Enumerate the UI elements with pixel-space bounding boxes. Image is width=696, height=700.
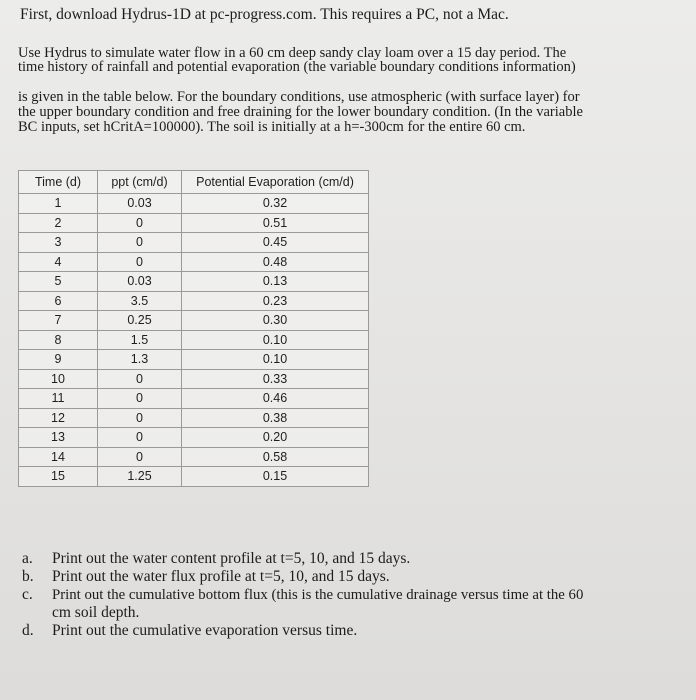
cell-potential-evaporation: 0.33 bbox=[182, 369, 369, 389]
questions-list bbox=[22, 550, 696, 640]
cell-potential-evaporation: 0.15 bbox=[182, 467, 369, 487]
table-row bbox=[19, 428, 369, 448]
cell-potential-evaporation: 0.10 bbox=[182, 330, 369, 350]
paragraph-line: time history of rainfall and potential evaporation (the variable boundary conditions information) bbox=[18, 59, 576, 75]
cell-ppt: 0 bbox=[98, 213, 182, 233]
question-marker: a. bbox=[22, 550, 33, 567]
question-marker: b. bbox=[22, 568, 34, 585]
cell-ppt: 0 bbox=[98, 252, 182, 272]
cell-ppt: 0 bbox=[98, 233, 182, 253]
paragraph-line: Use Hydrus to simulate water flow in a 60 cm deep sandy clay loam over a 15 day period. The bbox=[18, 45, 567, 61]
cell-potential-evaporation: 0.13 bbox=[182, 272, 369, 292]
table-row bbox=[19, 233, 369, 253]
table-row bbox=[19, 447, 369, 467]
header-time: Time (d) bbox=[19, 171, 98, 194]
intro-line: First, download Hydrus-1D at pc-progress.com. This requires a PC, not a Mac. bbox=[20, 6, 509, 23]
table-row bbox=[19, 194, 369, 214]
cell-time: 1 bbox=[19, 194, 98, 214]
cell-ppt: 1.3 bbox=[98, 350, 182, 370]
cell-time: 6 bbox=[19, 291, 98, 311]
question-text: Print out the cumulative evaporation versus time. bbox=[52, 622, 358, 639]
boundary-conditions-table bbox=[18, 170, 369, 487]
cell-potential-evaporation: 0.38 bbox=[182, 408, 369, 428]
paragraph-line: the upper boundary condition and free draining for the lower boundary condition. (In the variable bbox=[18, 104, 583, 120]
cell-time: 13 bbox=[19, 428, 98, 448]
cell-ppt: 0.03 bbox=[98, 272, 182, 292]
cell-ppt: 0 bbox=[98, 389, 182, 409]
cell-time: 5 bbox=[19, 272, 98, 292]
cell-ppt: 0 bbox=[98, 408, 182, 428]
paragraph-line: BC inputs, set hCritA=100000). The soil is initially at a h=-300cm for the entire 60 cm. bbox=[18, 119, 526, 135]
cell-time: 3 bbox=[19, 233, 98, 253]
cell-time: 12 bbox=[19, 408, 98, 428]
table-row bbox=[19, 213, 369, 233]
cell-ppt: 0 bbox=[98, 369, 182, 389]
cell-potential-evaporation: 0.48 bbox=[182, 252, 369, 272]
question-text: Print out the cumulative bottom flux (this is the cumulative drainage versus time at the 60 bbox=[52, 587, 584, 603]
cell-time: 14 bbox=[19, 447, 98, 467]
table-row bbox=[19, 408, 369, 428]
cell-time: 2 bbox=[19, 213, 98, 233]
question-item bbox=[22, 622, 696, 640]
question-item bbox=[22, 568, 696, 586]
paragraph-line: is given in the table below. For the boundary conditions, use atmospheric (with surface layer) for bbox=[18, 89, 580, 105]
cell-ppt: 1.25 bbox=[98, 467, 182, 487]
cell-potential-evaporation: 0.10 bbox=[182, 350, 369, 370]
table-body bbox=[19, 194, 369, 487]
table-header-row bbox=[19, 171, 369, 194]
question-text: Print out the water flux profile at t=5, 10, and 15 days. bbox=[52, 568, 390, 585]
question-marker: d. bbox=[22, 622, 34, 639]
header-ppt: ppt (cm/d) bbox=[98, 171, 182, 194]
header-potential-evaporation: Potential Evaporation (cm/d) bbox=[182, 171, 369, 194]
cell-ppt: 0.03 bbox=[98, 194, 182, 214]
cell-potential-evaporation: 0.45 bbox=[182, 233, 369, 253]
table-row bbox=[19, 252, 369, 272]
cell-potential-evaporation: 0.51 bbox=[182, 213, 369, 233]
cell-time: 11 bbox=[19, 389, 98, 409]
question-item bbox=[22, 550, 696, 568]
table-row bbox=[19, 291, 369, 311]
question-marker: c. bbox=[22, 586, 33, 603]
cell-time: 7 bbox=[19, 311, 98, 331]
table-row bbox=[19, 467, 369, 487]
question-text-continuation: cm soil depth. bbox=[52, 604, 140, 621]
table-row bbox=[19, 272, 369, 292]
cell-potential-evaporation: 0.58 bbox=[182, 447, 369, 467]
cell-time: 10 bbox=[19, 369, 98, 389]
table-row bbox=[19, 369, 369, 389]
table-row bbox=[19, 389, 369, 409]
cell-ppt: 0 bbox=[98, 428, 182, 448]
cell-potential-evaporation: 0.46 bbox=[182, 389, 369, 409]
table-row bbox=[19, 311, 369, 331]
cell-time: 15 bbox=[19, 467, 98, 487]
cell-potential-evaporation: 0.30 bbox=[182, 311, 369, 331]
question-text: Print out the water content profile at t=5, 10, and 15 days. bbox=[52, 550, 411, 567]
cell-time: 9 bbox=[19, 350, 98, 370]
cell-ppt: 0 bbox=[98, 447, 182, 467]
table-row bbox=[19, 330, 369, 350]
table-row bbox=[19, 350, 369, 370]
cell-potential-evaporation: 0.23 bbox=[182, 291, 369, 311]
cell-ppt: 0.25 bbox=[98, 311, 182, 331]
cell-time: 4 bbox=[19, 252, 98, 272]
cell-ppt: 1.5 bbox=[98, 330, 182, 350]
question-item bbox=[22, 586, 696, 622]
cell-potential-evaporation: 0.20 bbox=[182, 428, 369, 448]
cell-potential-evaporation: 0.32 bbox=[182, 194, 369, 214]
cell-ppt: 3.5 bbox=[98, 291, 182, 311]
cell-time: 8 bbox=[19, 330, 98, 350]
